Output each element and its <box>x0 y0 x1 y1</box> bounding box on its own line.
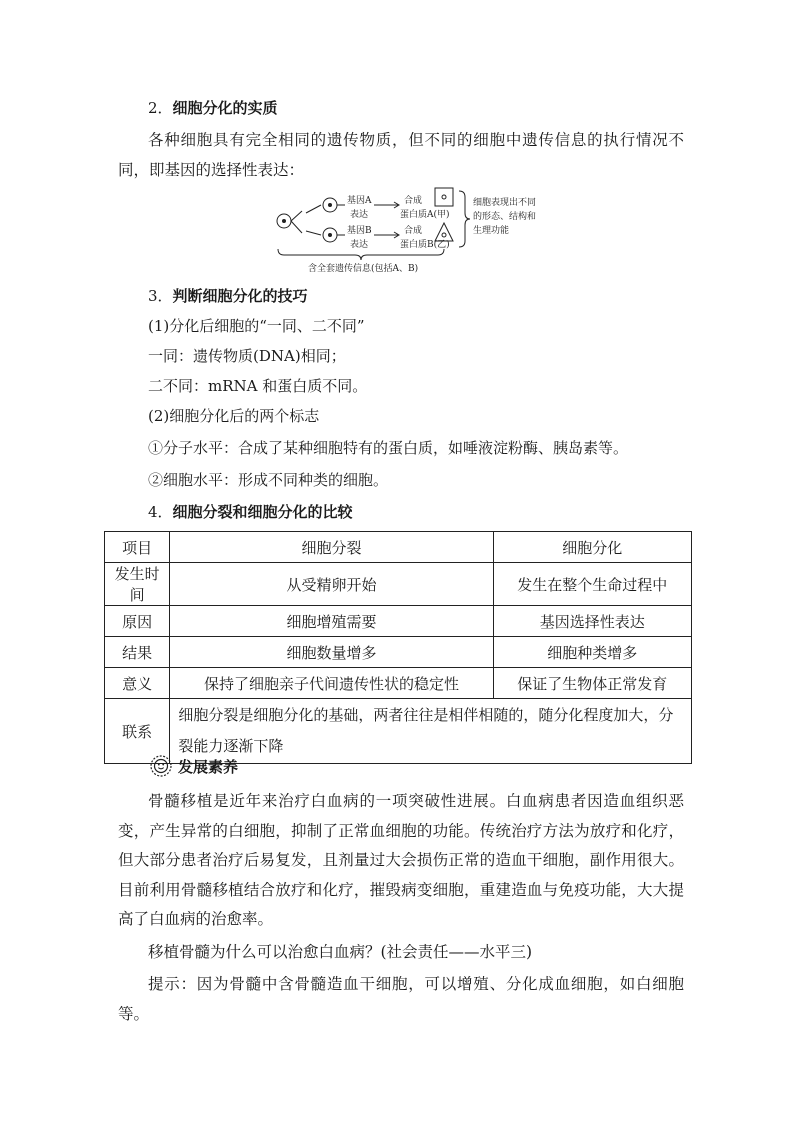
table-header-row <box>105 532 692 563</box>
table-cell: 发生时间 <box>105 563 170 606</box>
table-link-text: 细胞分裂是细胞分化的基础，两者往往是相伴相随的，随分化程度加大，分裂能力逐渐下降 <box>170 699 692 764</box>
section-2-number: 2． <box>148 99 173 117</box>
table-cell: 细胞数量增多 <box>170 637 493 668</box>
section-3-sub2: (2)细胞分化后的两个标志 <box>148 407 320 425</box>
table-row <box>105 606 692 637</box>
table-cell: 联系 <box>105 699 170 764</box>
development-hint: 提示：因为骨髓中含骨髓造血干细胞，可以增殖、分化成血细胞，如白细胞等。 <box>118 975 684 1023</box>
diagram-express-a: 表达 <box>350 210 369 220</box>
section-3-same: 一同：遗传物质(DNA)相同； <box>148 347 346 365</box>
section-4-title: 细胞分裂和细胞分化的比较 <box>172 503 353 521</box>
development-label: 发展素养 <box>178 757 239 776</box>
cell-a-icon <box>323 198 337 212</box>
table-header-cell: 项目 <box>105 532 170 563</box>
development-question: 移植骨髓为什么可以治愈白血病？(社会责任——水平三) <box>148 943 533 961</box>
comparison-table <box>104 531 692 764</box>
table-cell: 基因选择性表达 <box>493 606 691 637</box>
diagram-right-line1: 细胞表现出不同 <box>473 198 537 208</box>
diagram-synth-b: 合成 <box>404 226 423 236</box>
section-2-heading <box>148 98 710 118</box>
table-cell: 原因 <box>105 606 170 637</box>
table-cell: 发生在整个生命过程中 <box>493 563 691 606</box>
diagram-bottom-label: 含全套遗传信息(包括A、B) <box>308 264 419 274</box>
table-header-cell: 细胞分化 <box>493 532 691 563</box>
section-3-diff: 二不同：mRNA 和蛋白质不同。 <box>148 377 368 395</box>
table-cell: 保证了生物体正常发育 <box>493 668 691 699</box>
section-4-heading: 4．细胞分裂和细胞分化的比较 <box>148 503 353 521</box>
section-3-title: 判断细胞分化的技巧 <box>172 287 308 305</box>
table-cell: 结果 <box>105 637 170 668</box>
section-2-title: 细胞分化的实质 <box>172 99 278 117</box>
table-cell: 意义 <box>105 668 170 699</box>
cell-b-icon <box>323 228 337 242</box>
table-header-cell: 细胞分裂 <box>170 532 493 563</box>
diagram-gene-a: 基因A <box>347 196 372 206</box>
section-3-heading: 3．判断细胞分化的技巧 <box>148 287 308 305</box>
triangle-cell-icon <box>435 223 453 241</box>
section-2-body: 各种细胞具有完全相同的遗传物质，但不同的细胞中遗传信息的执行情况不同，即基因的选择性表达： <box>118 131 684 179</box>
section-3-mark1: ①分子水平：合成了某种细胞特有的蛋白质，如唾液淀粉酶、胰岛素等。 <box>148 439 629 457</box>
table-row <box>105 637 692 668</box>
sun-icon <box>150 755 172 777</box>
gene-expression-diagram <box>270 183 570 275</box>
diagram-right-line3: 生理功能 <box>473 226 510 236</box>
section-3-sub1: (1)分化后细胞的“一同、二不同” <box>148 317 365 335</box>
diagram-express-b: 表达 <box>350 240 369 250</box>
square-cell-icon <box>435 188 453 206</box>
table-row-link <box>105 699 692 764</box>
table-cell: 保持了细胞亲子代间遗传性状的稳定性 <box>170 668 493 699</box>
diagram-gene-b: 基因B <box>347 226 372 236</box>
table-cell: 细胞增殖需要 <box>170 606 493 637</box>
table-row <box>105 563 692 606</box>
development-badge <box>150 755 238 777</box>
table-row <box>105 668 692 699</box>
table-cell: 细胞种类增多 <box>493 637 691 668</box>
development-paragraph: 骨髓移植是近年来治疗白血病的一项突破性进展。白血病患者因造血组织恶变，产生异常的白细胞，抑制了正常血细胞的功能。传统治疗方法为放疗和化疗，但大部分患者治疗后易复发，且剂量过大会损伤正常的造血干细胞，副作用很大。目前利用骨髓移植结合放疗和化疗，摧毁病变细胞，重建造血与免疫功能，大大提高了白血病的治愈率。 <box>118 792 684 928</box>
table-cell: 从受精卵开始 <box>170 563 493 606</box>
diagram-synth-a: 合成 <box>404 196 423 206</box>
diagram-protein-b: 蛋白质B(乙) <box>400 240 450 250</box>
diagram-right-line2: 的形态、结构和 <box>473 212 537 222</box>
zygote-cell-icon <box>277 214 291 228</box>
diagram-protein-a: 蛋白质A(甲) <box>400 210 450 220</box>
section-3-mark2: ②细胞水平：形成不同种类的细胞。 <box>148 471 389 489</box>
